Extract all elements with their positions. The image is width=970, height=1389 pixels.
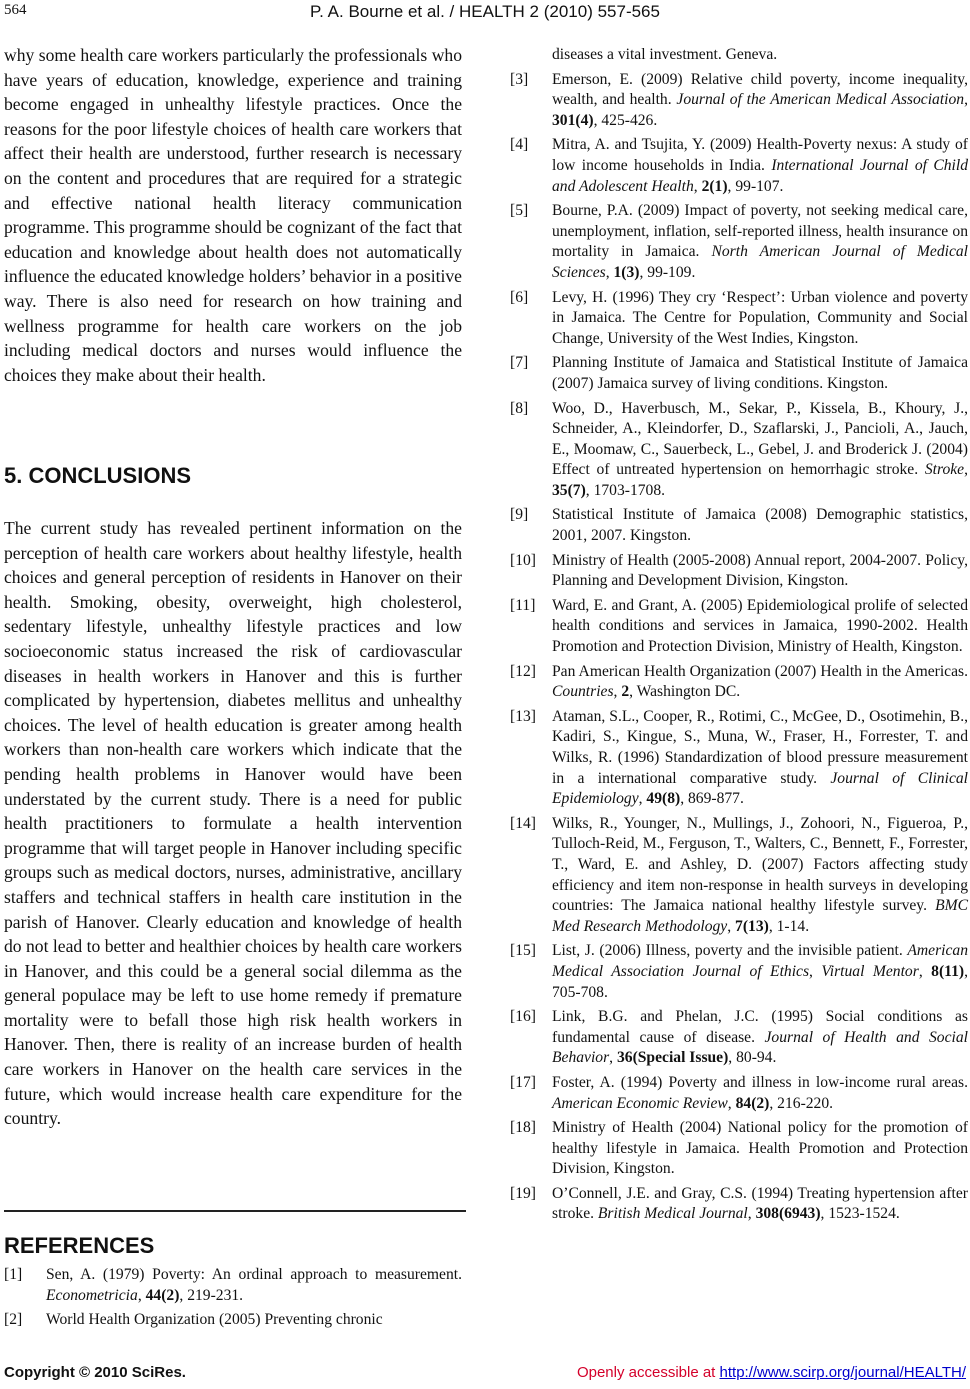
page-header <box>0 0 970 28</box>
reference-item <box>510 596 968 658</box>
reference-item <box>510 201 968 283</box>
reference-number: [13] <box>510 707 536 725</box>
reference-volume: 2 <box>621 683 630 701</box>
reference-volume: 35(7) <box>552 481 586 499</box>
reference-text: O’Connell, J.E. and Gray, C.S. (1994) Treating hypertension after stroke. British Medical Journal, 308(6943), 1523-1524. <box>552 1184 968 1223</box>
reference-number: [4] <box>510 136 529 154</box>
reference-text: Bourne, P.A. (2009) Impact of poverty, not seeking medical care, unemployment, inflation, self-reported illness, health insurance on mortality in Jamaica. North American Journal of Medical Sciences, 1(3), 99-109. <box>552 202 969 281</box>
reference-number: [9] <box>510 506 529 524</box>
reference-text: Link, B.G. and Phelan, J.C. (1995) Social conditions as fundamental cause of disease. Journal of Health and Social Behavior, 36(Special Issue), 80-94. <box>552 1008 968 1067</box>
reference-number: [3] <box>510 70 529 88</box>
reference-journal: Journal of the American Medical Association <box>676 91 965 109</box>
reference-journal: BMC Med Research Methodology <box>552 897 968 935</box>
reference-item <box>510 662 968 703</box>
reference-item <box>510 1073 968 1114</box>
reference-text: Pan American Health Organization (2007) Health in the Americas. Countries, 2, Washington DC. <box>552 662 968 701</box>
reference-item <box>510 1007 968 1069</box>
reference-item <box>510 551 968 592</box>
reference-volume: 7(13) <box>735 917 769 935</box>
reference-number: [1] <box>4 1266 23 1283</box>
reference-text: Wilks, R., Younger, N., Mullings, J., Zohoori, N., Figueroa, P., Tulloch-Reid, M., Ferguson, T., Walters, C., Bennett, F., Forrester, T., Ward, E. and Ashley, D. (2007) Factors affecting study efficiency and item non-response in health surveys in developing countries: The Jamaica national healthy lifestyle survey. BMC Med Research Methodology, 7(13), 1-14. <box>552 814 968 935</box>
reference-journal: American Economic Review <box>552 1094 728 1112</box>
reference-journal: Stroke <box>924 461 965 479</box>
open-access-note <box>577 1364 966 1381</box>
reference-volume: 2(1) <box>701 177 728 195</box>
reference-journal: Econometricia <box>46 1286 138 1304</box>
reference-number: [2] <box>4 1311 23 1329</box>
reference-text: Sen, A. (1979) Poverty: An ordinal approach to measurement. Econometricia, 44(2), 219-231. <box>46 1266 462 1304</box>
reference-journal: Virtual Mentor <box>821 962 919 980</box>
reference-number: [19] <box>510 1184 536 1202</box>
reference-number: [6] <box>510 288 529 306</box>
reference-number: [12] <box>510 662 536 680</box>
references-list-right <box>510 45 968 1229</box>
reference-volume: 301(4) <box>552 111 594 129</box>
reference-journal: Journal of Clinical Epidemiology <box>552 769 968 808</box>
reference-number: [5] <box>510 202 529 220</box>
reference-text: Mitra, A. and Tsujita, Y. (2009) Health-Poverty nexus: A study of low income households in India. International Journal of Child and Adolescent Health, 2(1), 99-107. <box>552 136 968 195</box>
reference-item <box>510 814 968 938</box>
reference-journal: North American Journal of Medical Sciences <box>552 243 969 281</box>
reference-text: Ataman, S.L., Cooper, R., Rotimi, C., McGee, D., Osotimehin, B., Kadiri, S., Kingue, S., Muna, W., Fraser, H., Forrester, T. and Wilks, R. (1996) Standardization of blood pressure measurement in a international comparative study. Journal of Clinical Epidemiology, 49(8), 869-877. <box>552 707 968 808</box>
reference-number: [18] <box>510 1119 536 1137</box>
reference-item <box>510 288 968 350</box>
intro-paragraph: why some health care workers particularly the professionals who have years of education, knowledge, experience and training become engaged in unhealthy lifestyle practices. Once the reasons for the poor lifestyle choices of health care workers that affect their health are understood, further research is necessary on the content and procedures that are required for a strategic and effective national health literacy communication programme. This programme should be cognizant of the fact that education and knowledge about health does not automatically influence the educated knowledge holders’ behavior in a positive way. There is also need for research on how training and wellness programme for health care workers on the job including medical doctors and nurses would influence the choices they make about their health. <box>4 45 462 385</box>
running-head: P. A. Bourne et al. / HEALTH 2 (2010) 557-565 <box>310 2 660 21</box>
conclusions-heading: 5. CONCLUSIONS <box>4 463 192 488</box>
reference-journal: Journal of Health and Social Behavior <box>552 1028 968 1067</box>
reference-volume: 8(11) <box>931 962 965 980</box>
open-access-prefix: Openly accessible at <box>576 1364 720 1381</box>
reference-text: Ministry of Health (2005-2008) Annual report, 2004-2007. Policy, Planning and Development Division, Kingston. <box>552 551 968 590</box>
reference-number: [17] <box>510 1073 536 1091</box>
reference-volume: 84(2) <box>735 1094 770 1112</box>
left-column-intro <box>4 43 462 387</box>
journal-link[interactable]: http://www.scirp.org/journal/HEALTH/ <box>719 1364 966 1381</box>
reference-item <box>4 1310 462 1331</box>
reference-item <box>4 1265 462 1306</box>
references-list-left <box>4 1265 462 1335</box>
reference-number: [8] <box>510 399 529 417</box>
reference-item <box>510 505 968 546</box>
reference-volume: 1(3) <box>613 263 640 281</box>
conclusions-body <box>4 516 462 1131</box>
reference-journal: American Medical Association Journal of Ethics <box>552 942 968 980</box>
reference-2-continuation: diseases a vital investment. Geneva. <box>552 46 778 63</box>
reference-text: World Health Organization (2005) Preventing chronic <box>46 1311 383 1329</box>
reference-journal: International Journal of Child and Adolescent Health <box>552 156 968 195</box>
reference-item <box>510 135 968 197</box>
section-divider <box>4 1210 466 1212</box>
references-heading: REFERENCES <box>4 1233 155 1258</box>
reference-continuation <box>510 45 968 66</box>
page-number: 564 <box>4 2 27 18</box>
reference-journal: British Medical Journal <box>597 1205 748 1223</box>
reference-number: [10] <box>510 551 536 569</box>
reference-item <box>510 1118 968 1180</box>
reference-item <box>510 70 968 132</box>
reference-volume: 44(2) <box>145 1286 180 1304</box>
reference-text: Emerson, E. (2009) Relative child poverty, income inequality, wealth, and health. Journal of the American Medical Association, 301(4), 425-426. <box>552 70 968 129</box>
reference-text: Levy, H. (1996) They cry ‘Respect’: Urban violence and poverty in Jamaica. The Centre for Population, Community and Social Change, University of the West Indies, Kingston. <box>552 288 968 347</box>
reference-text: Planning Institute of Jamaica and Statistical Institute of Jamaica (2007) Jamaica survey of living conditions. Kingston. <box>552 354 968 392</box>
reference-text: List, J. (2006) Illness, poverty and the invisible patient. American Medical Association Journal of Ethics, Virtual Mentor, 8(11), 705-708. <box>552 942 968 1001</box>
reference-volume: 36(Special Issue) <box>616 1049 729 1067</box>
reference-item <box>510 1184 968 1225</box>
reference-text: Woo, D., Haverbusch, M., Sekar, P., Kissela, B., Khoury, J., Schneider, A., Kleindorfer, D., Szaflarski, J., Pancioli, A., Jauch, E., Moomaw, C., Sauerbeck, L., Gebel, J. and Broderick J. (2004) Effect of untreated hypertension on hemorrhagic stroke. Stroke, 35(7), 1703-1708. <box>552 399 968 499</box>
reference-item <box>510 353 968 394</box>
reference-item <box>510 941 968 1003</box>
reference-text: Ministry of Health (2004) National policy for the promotion of healthy lifestyle in Jamaica. Health Promotion and Protection Division, Kingston. <box>552 1119 968 1178</box>
reference-volume: 49(8) <box>646 790 681 808</box>
reference-journal: Countries <box>552 683 614 701</box>
reference-number: [11] <box>510 596 536 614</box>
reference-item <box>510 707 968 810</box>
reference-number: [7] <box>510 354 529 372</box>
reference-volume: 308(6943) <box>755 1205 821 1223</box>
reference-item <box>510 399 968 502</box>
copyright-text: Copyright © 2010 SciRes. <box>4 1364 186 1381</box>
reference-number: [14] <box>510 814 536 832</box>
conclusions-paragraph: The current study has revealed pertinent information on the perception of health care workers about healthy lifestyle, health choices and general perception of residents in Hanover on their health. Smoking, obesity, overweight, high cholesterol, sedentary lifestyle, unhealthy lifestyle practices and low socioeconomic status increased the risk of cardiovascular diseases in health workers in Hanover and this is further complicated by hypertension, diabetes mellitus and unhealthy choices. The level of health education is greater among health workers than non-health care workers which indicate that the pending health problems in Hanover would have been understated by the current study. There is a need for public health practitioners to formulate a health intervention programme that will target people in Hanover including specific groups such as medical doctors, nurses, administrative, ancillary staffers and technical staffers in health care institution in the parish of Hanover. Clearly education and knowledge of health do not lead to better and healthier choices by health care workers in Hanover, and this could be a general social dilemma as the general populace may be left to use home remedy if premature mortality were to befall those high risk health workers in Hanover. Then, there is reality of an increase burden of health care workers in Hanover on the health care services in the future, which would increase health care expenditure for the country. <box>4 518 462 1129</box>
reference-text: Statistical Institute of Jamaica (2008) Demographic statistics, 2001, 2007. Kingston. <box>552 506 968 545</box>
page-footer <box>0 1364 970 1386</box>
reference-text: Foster, A. (1994) Poverty and illness in low-income rural areas. American Economic Review, 84(2), 216-220. <box>552 1073 968 1112</box>
reference-number: [16] <box>510 1008 536 1026</box>
reference-text: Ward, E. and Grant, A. (2005) Epidemiological prolife of selected health conditions and services in Jamaica, 1990-2002. Health Promotion and Protection Division, Ministry of Health, Kingston. <box>552 596 968 656</box>
reference-number: [15] <box>510 942 536 960</box>
